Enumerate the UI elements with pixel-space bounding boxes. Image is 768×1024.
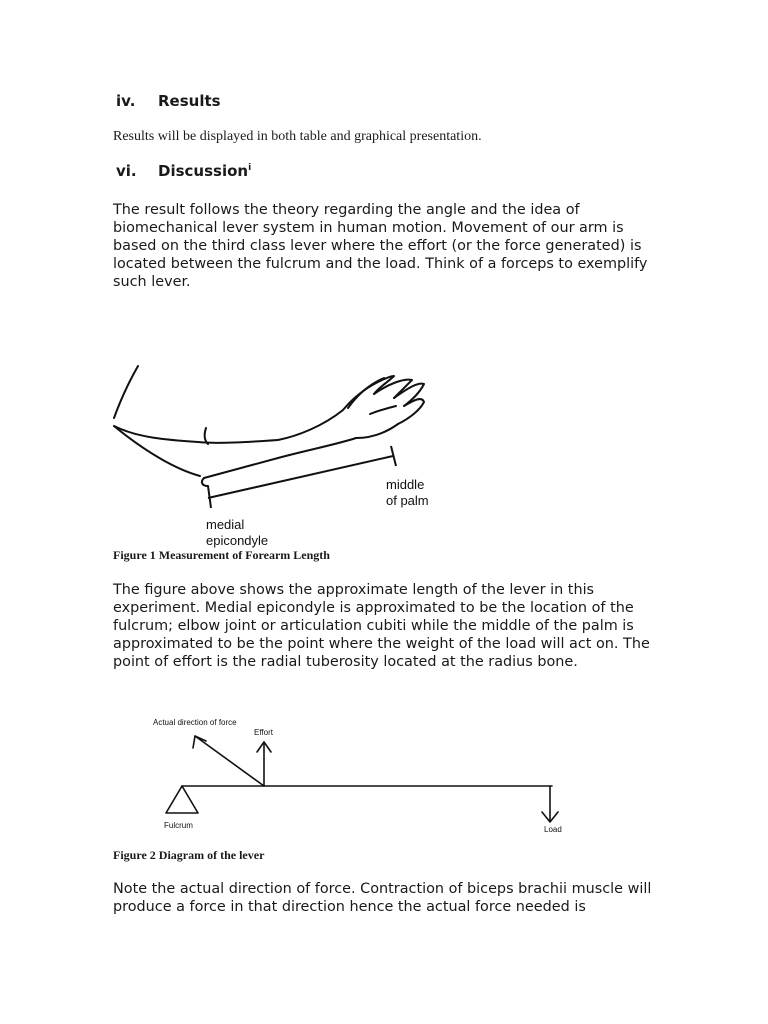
label-epicondyle-2: epicondyle: [206, 533, 269, 548]
label-palm-2: of palm: [386, 493, 429, 508]
forearm-figure: [108, 358, 438, 548]
discussion-paragraph-3: Note the actual direction of force. Contraction of biceps brachii muscle will produce a force in that direction hence the actual force needed is: [113, 881, 652, 915]
upper-arm-outline: [114, 366, 138, 418]
label-load: Load: [544, 825, 562, 834]
label-fulcrum: Fulcrum: [164, 821, 193, 830]
results-number: iv.: [116, 92, 136, 110]
lever-diagram: [140, 710, 580, 840]
discussion-number: vi.: [116, 162, 137, 180]
fulcrum-triangle: [166, 786, 198, 813]
label-palm-1: middle: [386, 477, 425, 492]
discussion-heading: [116, 162, 251, 180]
actual-force-arrow: [195, 736, 264, 786]
results-title: Results: [158, 92, 221, 110]
figure1-caption: Figure 1 Measurement of Forearm Length: [113, 548, 330, 562]
label-effort: Effort: [254, 728, 273, 737]
footnote-mark: i: [248, 163, 252, 173]
discussion-paragraph-1: The result follows the theory regarding the angle and the idea of biomechanical lever system in human motion. Movement of our arm is based on the third class lever where the effort (or the force generated) is located between the fulcrum and the load. Think of a forceps to exemplify such lever.: [113, 202, 648, 290]
label-epicondyle-1: medial: [206, 517, 245, 532]
discussion-title: Discussion: [158, 162, 249, 180]
forearm-length-line: [208, 456, 393, 498]
results-text: Results will be displayed in both table and graphical presentation.: [113, 129, 482, 144]
results-heading: [116, 92, 221, 110]
figure2-caption: Figure 2 Diagram of the lever: [113, 848, 265, 862]
discussion-paragraph-2: The figure above shows the approximate length of the lever in this experiment. Medial epicondyle is approximated to be the location of the fulcrum; elbow joint or articulation cubiti while the middle of the palm is approximated to be the point where the weight of the load will act on. The point of effort is the radial tuberosity located at the radius bone.: [113, 582, 650, 670]
label-actual-force: Actual direction of force: [153, 718, 237, 727]
